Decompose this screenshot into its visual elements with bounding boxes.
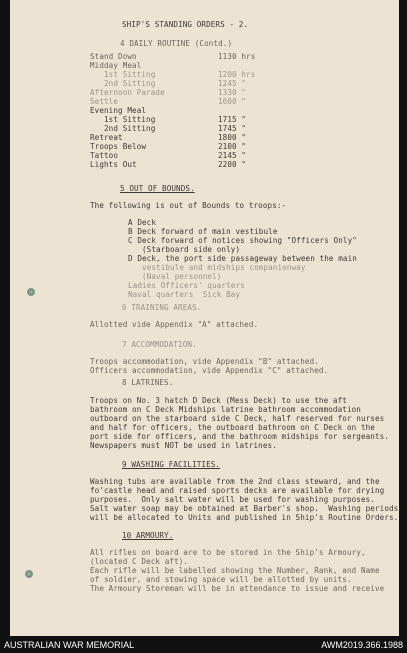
out-of-bounds-item: B Deck forward of main vestibule: [128, 227, 278, 236]
paragraph-line: Newspapers must NOT be used in latrines.: [90, 441, 277, 450]
paragraph-line: will be allocated to Units and published in Ship's Routine Orders.: [90, 513, 399, 522]
section-6-title: 6 TRAINING AREAS.: [122, 303, 202, 312]
punch-hole: [27, 288, 35, 296]
routine-time: 1245 ": [218, 79, 247, 88]
routine-label: Midday Meal: [90, 61, 142, 70]
out-of-bounds-item: (Naval personnel): [128, 272, 222, 281]
out-of-bounds-item: A Deck: [128, 218, 157, 227]
paragraph-line: All rifles on board are to be stored in the Ship's Armoury,: [90, 548, 366, 557]
paragraph-line: (located C Deck aft).: [90, 557, 189, 566]
paragraph-line: The Armoury Storeman will be in attendance to issue and receive: [90, 584, 385, 593]
paragraph-line: outboard on the starboard side C Deck, half reserved for nurses: [90, 414, 385, 423]
paragraph-line: Troops accommodation, vide Appendix "B" attached.: [90, 357, 319, 366]
routine-time: 2200 ": [218, 160, 247, 169]
paragraph-line: Officers accommodation, vide Appendix "C" attached.: [90, 366, 329, 375]
section-6-text: Allotted vide Appendix "A" attached.: [90, 320, 259, 329]
paragraph-line: of soldier, and stowing space will be allotted by units.: [90, 575, 352, 584]
paragraph-line: Salt water soap may be obtained at Barber's shop. Washing periods: [90, 504, 399, 513]
paragraph-line: Washing tubs are available from the 2nd class steward, and the: [90, 477, 380, 486]
paragraph-line: purposes. Only salt water will be used for washing purposes.: [90, 495, 375, 504]
paragraph-line: and half for officers, the outboard bathroom on C Deck on the: [90, 423, 375, 432]
archive-footer: [0, 636, 407, 653]
routine-time: 1130 hrs: [218, 52, 256, 61]
routine-label: Troops Below: [90, 142, 147, 151]
paragraph-line: Troops on No. 3 hatch D Deck (Mess Deck) to use the aft: [90, 396, 347, 405]
punch-hole: [25, 570, 33, 578]
section-5-intro: The following is out of Bounds to troops:-: [90, 201, 287, 210]
paragraph-line: Each rifle will be labelled showing the Number, Rank, and Name: [90, 566, 380, 575]
out-of-bounds-item: vestibule and midships companionway: [128, 263, 306, 272]
out-of-bounds-item: Naval quarters Sick Bay: [128, 290, 241, 299]
document-page: [10, 0, 399, 636]
routine-label: 2nd Sitting: [90, 124, 156, 133]
section-7-title: 7 ACCOMMODATION.: [122, 340, 197, 349]
paragraph-line: port side for officers, and the bathroom midships for sergeants.: [90, 432, 389, 441]
paragraph-line: fo'castle head and raised sports decks are available for drying: [90, 486, 385, 495]
out-of-bounds-item: C Deck forward of notices showing "Officers Only": [128, 236, 357, 245]
routine-label: 1st Sitting: [90, 70, 156, 79]
routine-label: Evening Meal: [90, 106, 147, 115]
out-of-bounds-item: D Deck, the port side passageway between the main: [128, 254, 357, 263]
routine-time: 1330 ": [218, 88, 247, 97]
routine-label: Stand Down: [90, 52, 137, 61]
routine-time: 1600 ": [218, 97, 247, 106]
routine-label: 1st Sitting: [90, 115, 156, 124]
routine-label: Lights Out: [90, 160, 137, 169]
routine-label: Afternoon Parade: [90, 88, 165, 97]
footer-institution: AUSTRALIAN WAR MEMORIAL: [4, 640, 135, 650]
section-8-title: 8 LATRINES.: [122, 378, 174, 387]
footer-reference: AWM2019.366.1988: [321, 640, 403, 650]
routine-label: 2nd Sitting: [90, 79, 156, 88]
routine-time: 1800 ": [218, 133, 247, 142]
routine-label: Tattoo: [90, 151, 119, 160]
page-header: SHIP'S STANDING ORDERS - 2.: [122, 20, 249, 29]
routine-time: 2145 ": [218, 151, 247, 160]
out-of-bounds-item: (Starboard side only): [128, 245, 241, 254]
section-9-title: 9 WASHING FACILITIES.: [122, 460, 221, 469]
routine-time: 2100 ": [218, 142, 247, 151]
out-of-bounds-item: Ladies Officers' quarters: [128, 281, 245, 290]
routine-time: 1745 ": [218, 124, 247, 133]
routine-time: 1715 ": [218, 115, 247, 124]
routine-label: Settle: [90, 97, 119, 106]
section-10-title: 10 ARMOURY.: [122, 531, 174, 540]
section-5-title: 5 OUT OF BOUNDS.: [120, 184, 195, 193]
section-4-title: 4 DAILY ROUTINE (Contd.): [120, 39, 233, 48]
routine-time: 1200 hrs: [218, 70, 256, 79]
routine-label: Retreat: [90, 133, 123, 142]
paragraph-line: bathroom on C Deck Midships latrine bathroom accommodation: [90, 405, 361, 414]
